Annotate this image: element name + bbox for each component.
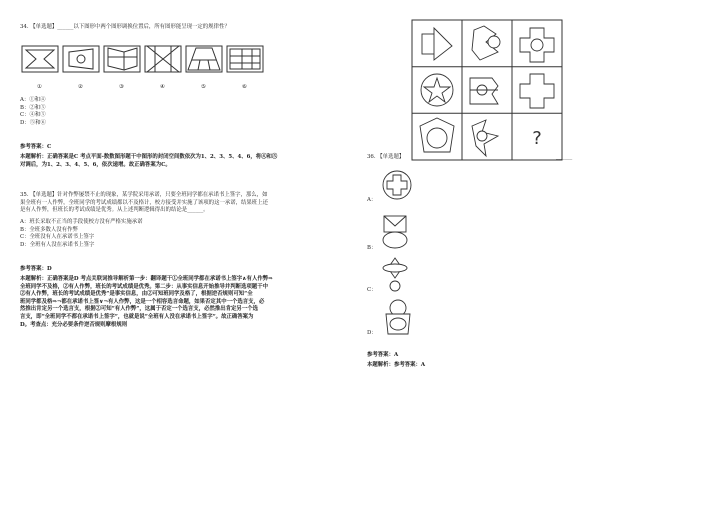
q36-cell-4 (421, 74, 453, 106)
q35-option-b[interactable]: B：全班多数人没有作弊 (20, 226, 78, 233)
q34-options (20, 97, 46, 127)
q34-figure-5[interactable] (186, 46, 222, 72)
q34-fig-label-5: ⑤ (201, 84, 206, 90)
q34-option-c[interactable]: C：④和⑤ (20, 112, 46, 119)
q36-option-c-letter[interactable]: C： (367, 287, 377, 293)
q34-fig-label-4: ④ (160, 84, 165, 90)
q36-option-a-letter[interactable]: A： (367, 197, 377, 203)
q36-option-b-letter[interactable]: B： (367, 245, 377, 251)
q35-options (20, 219, 143, 249)
q36-cell-2 (472, 26, 500, 60)
q34-fig-label-2: ② (78, 84, 83, 90)
q36-option-b-figure[interactable] (380, 212, 416, 252)
q34-fig-label-3: ③ (119, 84, 124, 90)
q34-fig-label-6: ⑥ (242, 84, 247, 90)
q36-question-mark: ? (532, 128, 542, 149)
q35-option-d[interactable]: D：全班有人没在承诺书上签字 (20, 241, 95, 248)
q34-figure-4[interactable] (145, 46, 181, 72)
q34-option-b[interactable]: B：②和⑤ (20, 104, 46, 111)
q35-answer: 参考答案：D (20, 266, 52, 272)
q36-cell-7 (420, 118, 454, 152)
q34-stem: 34. 【单选题】______以下图形中两个图形调换位置后，所有图形能呈现一定的规律性？ (20, 24, 230, 30)
q35-option-a[interactable]: A：班长采取不正当的手段使校方没有严格实施承诺 (20, 219, 143, 225)
q35-explanation: 本题解析：正确答案是D 考点关联词推导解析第一步：翻译题干①全班同学都在承诺书上签字∧有人作弊⇒ 全班同学不及格，②有人作弊，班长的考试成绩是优秀。第二步：从事实信息开始推导并判断选项题干中 ②有人作弊，班长的考试成绩是优秀”是事实信息，由②可知班同学及格了，根据逆否规则可知“全 班同学都及格⇒¬都在承诺书上签∨¬有人作弊，这是一个相容选言命题，如果否定其中一个选言支，必 然推出肯定另一个选言支，根据②可知“有人作弊”，这属于否定一个选言支，必然推出肯定另一个选 言支，即“全班同学不都在承诺书上签字”，也就是说“全班有人没在承诺书上签字”。故正确答案为 D。考查点：充分必要条件逆否规则摩根规则 (20, 276, 273, 328)
q36-cell-3 (520, 28, 554, 62)
q36-blank: ______ (556, 154, 573, 160)
q36-option-c-figure[interactable] (380, 256, 416, 296)
q34-figure-6[interactable] (227, 46, 263, 72)
q36-option-a-figure[interactable] (380, 168, 416, 204)
q35-option-c[interactable]: C：全班没有人在承诺书上签字 (20, 234, 95, 241)
q36-stem: 36. 【单选题】 (367, 154, 405, 160)
q34-figure-row (22, 38, 272, 88)
q36-cell-1 (422, 28, 452, 60)
q36-cell-5 (470, 78, 498, 104)
q34-figure-1[interactable] (22, 46, 58, 72)
q35-stem: 35. 【单选题】针对作弊屡禁不止的现象，某学院采用承诺，只要全班同学都在承诺书上签字，那么，如 果全班有一人作弊，全班同学的考试成绩都以不及格计，校方接受并实施了该项的这一承诺，结果班上还 是有人作弊，但班长的考试成绩是优秀。从上述判断逻辑得出的结论是______。 (20, 192, 268, 214)
q34-option-d[interactable]: D：⑤和⑥ (20, 119, 46, 126)
q36-cell-8 (472, 120, 498, 156)
q34-explanation: 本题解析：正确答案是C 考点平面-数数图形题干中图形的封闭空间数依次为1、2、3、5、4、6，将④和⑤ 对调后，为1、2、3、4、5、6，依次递增。故正确答案为C。 (20, 154, 278, 168)
q34-option-a[interactable]: A：①和④ (20, 97, 46, 103)
q36-option-d-letter[interactable]: D： (367, 330, 377, 336)
q36-answer: 参考答案：A (367, 352, 399, 358)
q34-figure-2[interactable] (63, 46, 99, 72)
q36-figure-grid (412, 20, 562, 160)
q34-answer: 参考答案：C (20, 144, 52, 150)
q36-option-d-figure[interactable] (380, 296, 416, 338)
q36-explanation: 本题解析：参考答案：A (367, 362, 426, 368)
q34-figure-3[interactable] (104, 46, 140, 72)
q36-cell-6 (520, 74, 554, 108)
q34-fig-label-1: ① (37, 84, 42, 90)
